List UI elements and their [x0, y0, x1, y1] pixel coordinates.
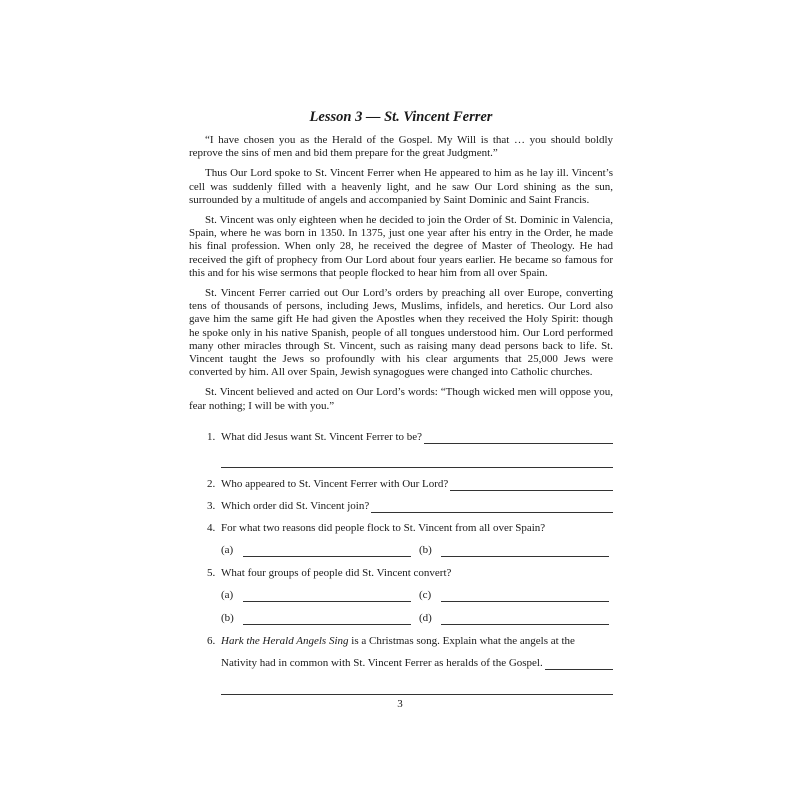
answer-a [221, 589, 415, 602]
answer-row [221, 589, 613, 602]
paragraph-preaching: St. Vincent Ferrer carried out Our Lord’s orders by preaching all over Europe, converting tens of thousands of persons, including Jews, Muslims, infidels, and heretics. Our Lord also gave him the same gift He had given the Apostles when they received the Holy Spirit: though he spoke only in his native Spanish, people of all tongues understood him. Our Lord performed many other miracles through St. Vincent, such as raising many dead persons back to life. St. Vincent taught the Jews so profoundly with his clear arguments that 25,000 Jews were converted by him. All over Spain, Jewish synagogues were changed into Catholic churches. [189, 287, 613, 379]
lesson-title: Lesson 3 — St. Vincent Ferrer [309, 109, 493, 125]
question-5 [189, 567, 613, 580]
answer-row [221, 612, 613, 625]
paragraph-quote: “I have chosen you as the Herald of the Gospel. My Will is that … you should boldly reprove the sins of men and bid them prepare for the great Judgment.” [189, 134, 613, 160]
answer-line[interactable] [545, 658, 613, 670]
answer-label: (c) [419, 588, 432, 601]
answer-b [419, 544, 613, 557]
paragraph-early-life: St. Vincent was only eighteen when he decided to join the Order of St. Dominic in Valencia, Spain, where he was born in 1350. In 1375, just one year after his entry in the Order, he made his final profession. When only 28, he received the degree of Master of Theology. He had received the gift of prophecy from Our Lord about four years earlier. He became so famous for this and for his wise sermons that people flocked to hear him from all over Spain. [189, 214, 613, 279]
answer-line[interactable] [424, 432, 613, 444]
question-2 [189, 478, 613, 491]
answer-d [419, 612, 613, 625]
answer-line[interactable] [243, 545, 411, 557]
answer-line[interactable] [221, 680, 613, 695]
answer-line[interactable] [243, 590, 411, 602]
song-title: Hark the Herald Angels Sing [221, 634, 349, 647]
question-number: 3. [207, 499, 216, 512]
question-3 [189, 500, 613, 513]
answer-row [221, 544, 613, 557]
answer-label: (b) [419, 543, 432, 556]
question-4 [189, 522, 613, 535]
question-text-part: is a Christmas song. Explain what the angels at the [348, 634, 575, 647]
answer-label: (a) [221, 588, 234, 601]
question-number: 5. [207, 566, 216, 579]
answer-line[interactable] [243, 613, 411, 625]
question-text: For what two reasons did people flock to St. Vincent from all over Spain? [221, 521, 546, 534]
answer-line[interactable] [441, 613, 609, 625]
question-1 [189, 431, 613, 444]
question-number: 2. [207, 477, 216, 490]
question-6-continued [221, 657, 613, 670]
question-text: Nativity had in common with St. Vincent Ferrer as heralds of the Gospel. [221, 656, 543, 669]
paragraph-belief: St. Vincent believed and acted on Our Lord’s words: “Though wicked men will oppose you, fear nothing; I will be with you.” [189, 386, 613, 412]
answer-line[interactable] [371, 501, 613, 513]
answer-label: (b) [221, 611, 234, 624]
answer-c [419, 589, 613, 602]
answer-line[interactable] [450, 479, 613, 491]
question-text: Who appeared to St. Vincent Ferrer with Our Lord? [221, 477, 449, 490]
lesson-content [189, 108, 613, 705]
answer-label: (a) [221, 543, 234, 556]
question-number: 1. [207, 430, 216, 443]
question-number: 4. [207, 521, 216, 534]
answer-a [221, 544, 415, 557]
answer-line[interactable] [441, 545, 609, 557]
question-text [221, 635, 575, 648]
question-text: Which order did St. Vincent join? [221, 499, 370, 512]
question-text: What did Jesus want St. Vincent Ferrer to be? [221, 430, 423, 443]
answer-b [221, 612, 415, 625]
paragraph-vision: Thus Our Lord spoke to St. Vincent Ferrer when He appeared to him as he lay ill. Vincent’s cell was suddenly filled with a heavenly light, and he saw Our Lord shining as the sun, surrounded by a multitude of angels and accompanied by Saint Dominic and Saint Francis. [189, 167, 613, 206]
question-6 [189, 635, 613, 648]
question-text: What four groups of people did St. Vincent convert? [221, 566, 452, 579]
page-number: 3 [397, 698, 403, 710]
answer-label: (d) [419, 611, 432, 624]
questions-section [189, 431, 613, 695]
answer-line[interactable] [221, 453, 613, 468]
answer-line[interactable] [441, 590, 609, 602]
question-number: 6. [207, 634, 216, 647]
